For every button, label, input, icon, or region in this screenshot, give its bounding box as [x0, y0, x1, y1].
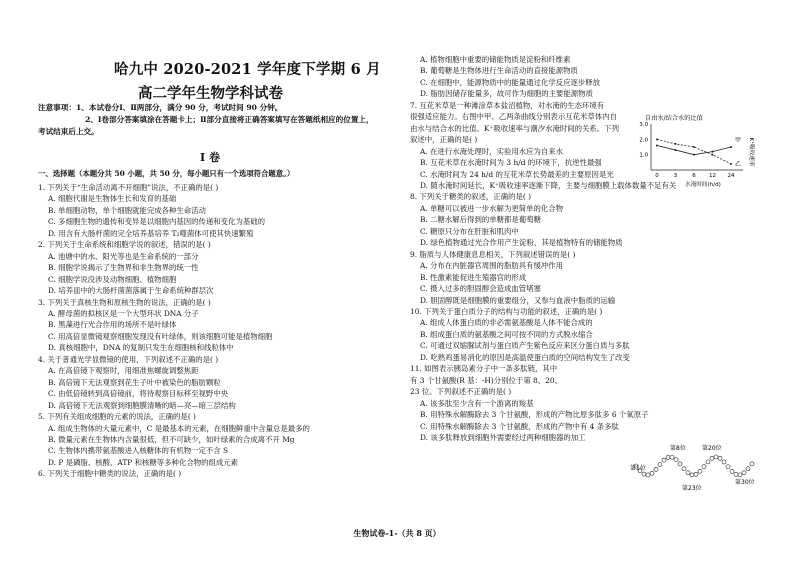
answer-option: D. 绿色植物通过光合作用产生淀粉，其是植物特有的储能物质: [420, 238, 623, 248]
chart-point: [675, 149, 677, 151]
amino-acid-bead: [742, 471, 746, 475]
section-title: Ⅰ 卷: [200, 151, 220, 164]
answer-option: A. 分布在内脏器官周围的脂肪具有缓冲作用: [420, 261, 564, 271]
amino-acid-bead: [722, 460, 726, 464]
amino-acid-bead: [750, 462, 754, 466]
answer-option: D. 高倍镜下无法观察到细胞膜清晰的暗—亮—暗三层结构: [48, 400, 236, 410]
answer-option: A. 细胞代谢是生物体生长和发育的基础: [48, 194, 177, 204]
question-stem: 23 位。下列叙述不正确的是( ): [410, 387, 512, 397]
answer-option: A. 植物细胞中重要的储能物质是淀粉和纤维素: [420, 55, 571, 64]
amino-acid-bead: [698, 469, 702, 473]
amino-acid-bead: [666, 455, 670, 459]
question-stem: 由水与结合水的比值、K⁺吸收速率与潮汐水淹时间的关系。下列: [410, 123, 619, 133]
peptide-chain-diagram: [630, 440, 756, 492]
amino-acid-bead: [714, 455, 718, 459]
note-line1: 注意事项：1、本试卷分Ⅰ、Ⅱ两部分，满分 90 分，考试时间 90 分钟。: [38, 103, 283, 112]
chart-point: [712, 154, 714, 156]
amino-acid-bead: [674, 458, 678, 462]
chart-point: [693, 154, 695, 156]
question-stem: 2. 下列关于生命系统和细胞学说的叙述，错误的是( ): [38, 240, 211, 250]
answer-option: C. 用特殊水解酶除去 3 个甘氨酸，形成的产物中有 4 条多肽: [420, 421, 619, 431]
answer-option: B. 互花米草在水淹时间为 3 h/d 的环境下，抗逆性最强: [420, 158, 602, 168]
answer-option: B. 葡萄糖是生物体进行生命活动的直接能源物质: [420, 66, 578, 76]
answer-option: C. 摄入过多的胆固醇会造成血管堵塞: [420, 284, 541, 294]
amino-acid-bead: [746, 467, 750, 471]
answer-option: B. 二糖水解后得到的单糖都是葡萄糖: [420, 215, 541, 225]
question-stem: 9. 脂质与人体健康息息相关，下列叙述错误的是( ): [410, 249, 576, 259]
answer-option: B. 黑藻进行光合作用的场所不是叶绿体: [48, 320, 177, 330]
answer-option: D. 胆固醇既是细胞膜的重要组分，又参与血液中脂质的运输: [420, 295, 616, 305]
answer-option: C. 在细胞中，能源物质中的能量通过化学反应逐步释放: [420, 77, 601, 87]
answer-option: D. 该多肽释放到细胞外需要经过两种细胞器的加工: [420, 432, 586, 442]
answer-option: A. 池塘中的水、阳光等也是生命系统的一部分: [48, 251, 199, 261]
answer-option: B. 组成蛋白质的氨基酸之间可按不同的方式脱水缩合: [420, 329, 593, 339]
chart-point: [730, 163, 732, 165]
amino-acid-bead: [682, 467, 686, 471]
chart-series-a-label: 甲: [735, 137, 742, 144]
answer-option: C. 由低倍镜转到高倍镜前，将待观察目标移至视野中央: [48, 389, 229, 399]
question-stem: 叙述中，正确的是( ): [410, 135, 478, 145]
amino-acid-bead: [678, 462, 682, 466]
chart-y-tick-label: 3.0: [639, 122, 648, 128]
question-stem: 11. 如图表示胰岛素分子中一条多肽链，其中: [410, 364, 558, 374]
answer-option: B. 细胞学说揭示了生物界和非生物界的统一性: [48, 263, 199, 273]
answer-option: D. 用含有大肠杆菌的完全培养基培养 T₂噬菌体可使其快速繁殖: [48, 228, 254, 238]
amino-acid-bead: [654, 467, 658, 471]
question-stem: 3. 下列关于真核生物和原核生物的说法，正确的是( ): [38, 297, 211, 307]
amino-acid-bead: [710, 456, 714, 460]
answer-option: A. 组成人体蛋白质的非必需氨基酸是人体不能合成的: [420, 318, 593, 328]
left-questions: [38, 182, 396, 480]
answer-option: C. 糖原只分布在肝脏和肌肉中: [420, 226, 519, 236]
answer-option: B. 高倍镜下无法观察到花生子叶中被染色的脂肪颗粒: [48, 377, 221, 387]
question-stem: 5. 下列有关组成细胞的元素的说法，正确的是( ): [38, 412, 196, 422]
water-ratio-chart: [631, 112, 756, 188]
question-stem: 很强适应能力。右图中甲、乙两条曲线分别表示互花米草体内自: [410, 112, 617, 122]
answer-option: D. 随水淹时间延长，K⁺吸收速率逐渐下降，主要与细胞膜上载体数量不足有关: [420, 180, 677, 190]
amino-acid-bead: [642, 472, 646, 476]
answer-option: C. 多细胞生物的遗传和变异是以细胞内基因的传递和变化为基础的: [48, 217, 266, 227]
exam-notes: [38, 102, 396, 139]
chart-point: [693, 146, 695, 148]
chart-x-tick-label: 0: [655, 173, 659, 179]
note-line3: 考试结束后上交。: [38, 127, 99, 137]
chart-ylabel-right: K⁺吸收速率: [748, 137, 754, 167]
amino-acid-bead: [694, 472, 698, 476]
chart-x-tick-label: 24: [727, 173, 735, 179]
amino-acid-bead: [730, 469, 734, 473]
question-stem: 7. 互花米草是一种滩涂草本盐沼植物，对水淹的生态环境有: [410, 100, 605, 110]
amino-acid-bead: [726, 465, 730, 469]
page-footer: 生物试卷-1-（共 8 页）: [353, 528, 441, 538]
exam-title-line2: 高二学年生物学科试卷: [138, 85, 283, 102]
chart-series: [656, 138, 732, 165]
amino-acid-bead: [650, 471, 654, 475]
chart-series-line-2: [657, 139, 731, 164]
answer-option: A. 在进行水淹处理时，实验用水应为自来水: [420, 146, 564, 156]
amino-acid-bead: [646, 473, 650, 477]
amino-acid-bead: [670, 455, 674, 459]
answer-option: B. 性激素能促进生殖器官的形成: [420, 272, 527, 282]
peptide-beads: [634, 455, 754, 477]
answer-option: B. 单细胞动物，单个细胞就能完成各种生命活动: [48, 205, 206, 215]
chart-y-tick-label: 2.0: [639, 137, 648, 144]
amino-acid-bead: [658, 463, 662, 467]
chart-ylabel-left: 自由水/结合水的比值: [645, 115, 703, 122]
chart-x-tick-label: 6: [692, 173, 696, 179]
amino-acid-bead: [718, 456, 722, 460]
amino-acid-bead: [690, 473, 694, 477]
peptide-label-30: 第30位: [735, 479, 755, 486]
answer-option: D. 真核细胞中，DNA 的复制只发生在细胞核和线粒体中: [48, 343, 234, 353]
left-column: [38, 0, 396, 530]
chart-point: [656, 138, 658, 140]
section-intro: 一、选择题（本题分共 50 小题，共 50 分，每小题只有一个选项符合题意。）: [38, 169, 295, 178]
amino-acid-bead: [738, 473, 742, 477]
answer-option: C. 用高倍显微镜观察细胞发现没有叶绿体，则该细胞可能是植物细胞: [48, 331, 273, 341]
answer-option: B. 用特殊水解酶除去 3 个甘氨酸，形成的产物比原多肽多 6 个氧原子: [420, 410, 649, 420]
chart-x-tick-label: 3: [673, 173, 678, 179]
section-intro-block: [38, 168, 396, 179]
answer-option: B. 微量元素在生物体内含量很低，但不可缺少，如叶绿素的合成离不开 Mg: [48, 434, 295, 444]
question-stem: 6. 下列关于细胞中糖类的说法，正确的是( ): [38, 469, 182, 479]
question-stem: 10. 下列关于蛋白质分子的结构与功能的叙述，正确的是( ): [410, 306, 603, 316]
answer-option: C. 水淹时间为 24 h/d 的互花米草长势最差的主要原因是光: [420, 169, 614, 179]
answer-option: A. 该多肽至少含有一个游离的羧基: [420, 398, 534, 408]
amino-acid-bead: [662, 458, 666, 462]
peptide-label-1: 第1位: [630, 465, 646, 472]
answer-option: C. 可通过双缩脲试剂与蛋白质产生紫色反应来区分蛋白质与多肽: [420, 341, 630, 351]
peptide-label-20: 第20位: [702, 445, 722, 452]
answer-option: A. 组成生物体的大量元素中，C 是最基本的元素，在细胞鲜重中含量总是最多的: [48, 423, 310, 433]
chart-y-tick-label: 1.0: [639, 152, 648, 159]
chart-point: [712, 151, 714, 153]
amino-acid-bead: [686, 471, 690, 475]
question-stem: 4. 关于普通光学显微镜的使用，下列叙述不正确的是( ): [38, 354, 219, 364]
amino-acid-bead: [702, 465, 706, 469]
answer-option: D. 培养皿中的大肠杆菌菌落属于生命系统种群层次: [48, 286, 214, 296]
chart-point: [675, 143, 677, 145]
peptide-label-8: 第8位: [670, 445, 686, 452]
chart-xlabel: 水淹时间(h/d): [685, 182, 721, 188]
answer-option: D. 脂肪因储存能量多，故可作为细胞的主要能源物质: [420, 89, 593, 99]
chart-y-ticks: [639, 122, 648, 159]
amino-acid-bead: [734, 472, 738, 476]
question-stem: 1. 下列关于“生命活动离不开细胞”说法，不正确的是( ): [38, 183, 219, 192]
answer-option: A. 在高倍镜下观察时，用细准焦螺旋调整焦距: [48, 366, 199, 376]
right-column: [410, 0, 756, 530]
answer-option: C. 细胞学说没涉及动物细胞、植物细胞: [48, 274, 177, 284]
answer-option: D. 吃熟鸡蛋易消化的原因是高温使蛋白质的空间结构发生了改变: [420, 352, 630, 362]
answer-option: A. 酵母菌的拟核区是一个大型环状 DNA 分子: [48, 308, 199, 318]
question-stem: 有 3 个甘氨酸(R 基：-H)分别位于第 8、20、: [410, 375, 562, 385]
chart-x-ticks: [655, 173, 735, 179]
exam-title-line1: 哈九中 2020-2021 学年度下学期 6 月: [114, 61, 381, 78]
chart-point: [730, 146, 732, 148]
note-line2: 2、Ⅰ卷部分答案填涂在答题卡上；Ⅱ部分直接将正确答案填写在答题纸相应的位置上，: [85, 115, 374, 125]
question-stem: 8. 下列关于糖类的叙述，正确的是( ): [410, 192, 531, 202]
answer-option: D. P 是磷脂、核酸、ATP 和核糖等多种化合物的组成元素: [48, 457, 239, 467]
answer-option: A. 单糖可以被进一步水解为更简单的化合物: [420, 203, 564, 213]
chart-point: [656, 144, 658, 146]
answer-option: C. 生物体内携带氨基酸进入核糖体的有机物一定不含 S: [48, 446, 229, 456]
amino-acid-bead: [706, 460, 710, 464]
chart-series-b-label: 乙: [735, 161, 742, 168]
chart-x-tick-label: 12: [708, 173, 717, 179]
peptide-label-23: 第23位: [682, 485, 702, 492]
